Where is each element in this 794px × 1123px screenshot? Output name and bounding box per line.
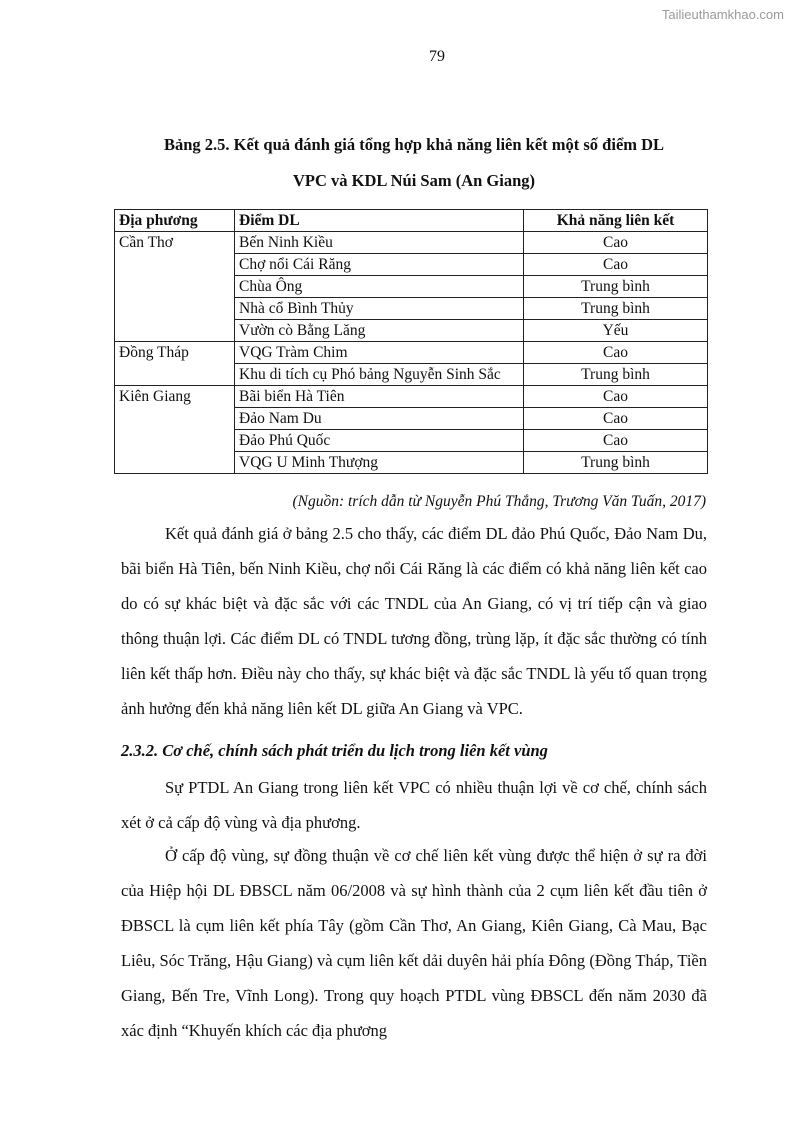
region-cell-empty (115, 430, 235, 452)
table-row (115, 232, 708, 254)
table-row (115, 320, 708, 342)
level-cell: Cao (524, 386, 708, 408)
body-paragraph-3: Ở cấp độ vùng, sự đồng thuận về cơ chế liên kết vùng được thể hiện ở sự ra đời của Hiệp hội DL ĐBSCL năm 06/2008 và sự hình thành của 2 cụm liên kết đầu tiên ở ĐBSCL là cụm liên kết phía Tây (gồm Cần Thơ, An Giang, Kiên Giang, Cà Mau, Bạc Liêu, Sóc Trăng, Hậu Giang) và cụm liên kết dải duyên hải phía Đông (Đồng Tháp, Tiền Giang, Bến Tre, Vĩnh Long). Trong quy hoạch PTDL vùng ĐBSCL đến năm 2030 đã xác định “Khuyến khích các địa phương (121, 846, 707, 1040)
region-cell-empty (115, 452, 235, 474)
table-row (115, 364, 708, 386)
site-cell: Bến Ninh Kiều (235, 232, 524, 254)
site-cell: VQG U Minh Thượng (235, 452, 524, 474)
site-cell: Chùa Ông (235, 276, 524, 298)
level-cell: Yếu (524, 320, 708, 342)
table-caption-line-1: Bảng 2.5. Kết quả đánh giá tổng hợp khả năng liên kết một số điểm DL (163, 135, 665, 154)
level-cell: Cao (524, 342, 708, 364)
page-number: 79 (429, 48, 445, 65)
region-cell-empty (115, 298, 235, 320)
header-site: Điểm DL (235, 210, 524, 232)
watermark: Tailieuthamkhao.com (661, 7, 784, 22)
level-cell: Cao (524, 408, 708, 430)
table-row (115, 452, 708, 474)
level-cell: Trung bình (524, 452, 708, 474)
level-cell: Cao (524, 430, 708, 452)
region-cell-empty (115, 320, 235, 342)
level-cell: Trung bình (524, 298, 708, 320)
header-region: Địa phương (115, 210, 235, 232)
table-source-note: (Nguồn: trích dẫn từ Nguyễn Phú Thắng, Trương Văn Tuấn, 2017) (292, 493, 706, 510)
site-cell: Chợ nổi Cái Răng (235, 254, 524, 276)
table-row (115, 276, 708, 298)
table-row (115, 430, 708, 452)
region-cell: Cần Thơ (115, 232, 235, 254)
level-cell: Cao (524, 254, 708, 276)
site-cell: Khu di tích cụ Phó bảng Nguyễn Sinh Sắc (235, 364, 524, 386)
linkage-assessment-table (114, 209, 708, 474)
site-cell: Vườn cò Bằng Lăng (235, 320, 524, 342)
region-cell-empty (115, 276, 235, 298)
table-caption-line-2: VPC và KDL Núi Sam (An Giang) (292, 171, 536, 190)
site-cell: Bãi biển Hà Tiên (235, 386, 524, 408)
section-heading: 2.3.2. Cơ chế, chính sách phát triển du lịch trong liên kết vùng (121, 741, 548, 760)
region-cell-empty (115, 364, 235, 386)
level-cell: Trung bình (524, 276, 708, 298)
table-row (115, 298, 708, 320)
header-linkage: Khả năng liên kết (524, 210, 708, 232)
region-cell: Đồng Tháp (115, 342, 235, 364)
region-cell-empty (115, 254, 235, 276)
region-cell: Kiên Giang (115, 386, 235, 408)
site-cell: Đảo Phú Quốc (235, 430, 524, 452)
site-cell: Nhà cổ Bình Thủy (235, 298, 524, 320)
level-cell: Cao (524, 232, 708, 254)
body-paragraph-2: Sự PTDL An Giang trong liên kết VPC có nhiều thuận lợi về cơ chế, chính sách xét ở cả cấp độ vùng và địa phương. (121, 778, 707, 832)
table-row (115, 254, 708, 276)
body-paragraph-1: Kết quả đánh giá ở bảng 2.5 cho thấy, các điểm DL đảo Phú Quốc, Đảo Nam Du, bãi biển Hà Tiên, bến Ninh Kiều, chợ nổi Cái Răng là các điểm có khả năng liên kết cao do có sự khác biệt và đặc sắc với các TNDL của An Giang, có vị trí tiếp cận và giao thông thuận lợi. Các điểm DL có TNDL tương đồng, trùng lặp, ít đặc sắc thường có tính liên kết thấp hơn. Điều này cho thấy, sự khác biệt và đặc sắc TNDL là yếu tố quan trọng ảnh hưởng đến khả năng liên kết DL giữa An Giang và VPC. (121, 524, 707, 718)
table-header-row (115, 210, 708, 232)
region-cell-empty (115, 408, 235, 430)
table-row (115, 408, 708, 430)
site-cell: VQG Tràm Chim (235, 342, 524, 364)
table-row (115, 386, 708, 408)
site-cell: Đảo Nam Du (235, 408, 524, 430)
level-cell: Trung bình (524, 364, 708, 386)
table-row (115, 342, 708, 364)
